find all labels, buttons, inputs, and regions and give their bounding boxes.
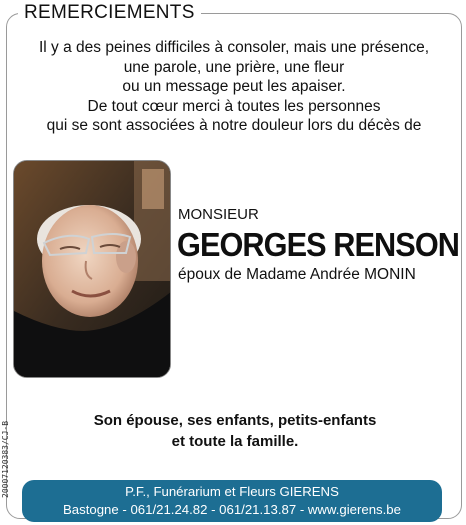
intro-line: De tout cœur merci à toutes les personnes [87, 97, 381, 115]
intro-line: Il y a des peines difficiles à consoler, mais une présence, [38, 39, 429, 56]
spouse-line: époux de Madame Andrée MONIN [178, 266, 416, 283]
deceased-name: GEORGES RENSON [177, 226, 460, 263]
family-line: Son épouse, ses enfants, petits-enfants [93, 412, 377, 429]
footer-line-1: P.F., Funérarium et Fleurs GIERENS [125, 484, 339, 499]
portrait-photo [13, 160, 171, 378]
page-title: REMERCIEMENTS [18, 2, 201, 24]
thanks-text [14, 38, 454, 136]
funeral-home-banner [22, 480, 442, 522]
intro-line: une parole, une prière, une fleur [123, 58, 345, 76]
family-line: et toute la famille. [171, 433, 299, 450]
reference-code: 20007120383/CJ-B [1, 420, 10, 498]
intro-line: qui se sont associées à notre douleur lors du décès de [46, 117, 422, 135]
family-signature [60, 410, 410, 452]
intro-line: ou un message peut les apaiser. [122, 78, 346, 96]
honorific: MONSIEUR [178, 206, 259, 223]
footer-line-2: Bastogne - 061/21.24.82 - 061/21.13.87 - www.gierens.be [63, 502, 401, 517]
